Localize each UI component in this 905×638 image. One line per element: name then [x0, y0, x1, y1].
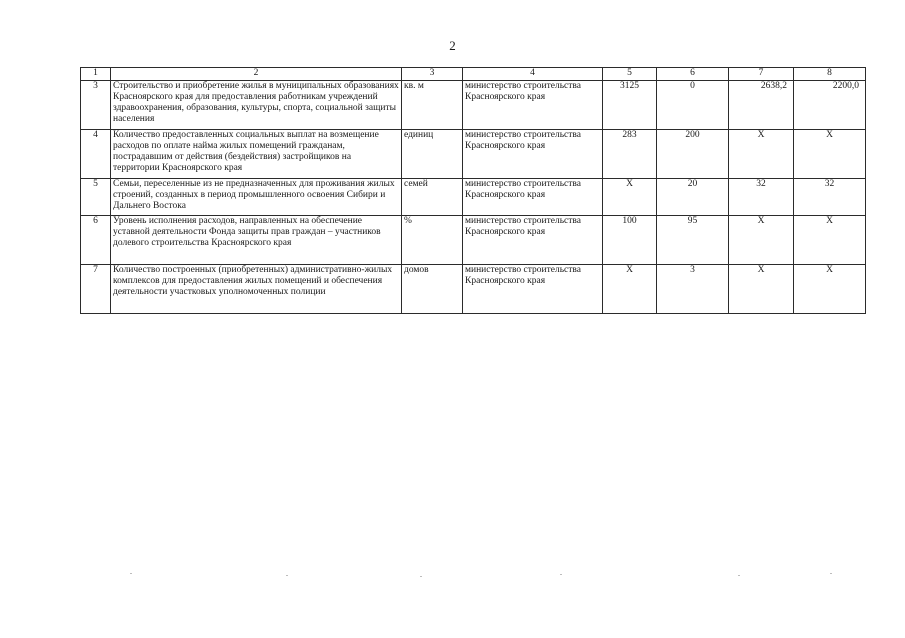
unit-of-measure: %	[402, 216, 463, 265]
indicator-name: Семьи, переселенные из не предназначенных для проживания жилых строений, созданных в период промышленного освоения Сибири и Дальнего Востока	[111, 179, 402, 216]
value-col-7: 32	[729, 179, 794, 216]
value-col-5: 100	[603, 216, 657, 265]
unit-of-measure: домов	[402, 265, 463, 314]
value-col-6: 20	[657, 179, 729, 216]
value-col-7: Х	[729, 265, 794, 314]
value-col-8: 32	[794, 179, 866, 216]
unit-of-measure: единиц	[402, 130, 463, 179]
header-cell-2: 2	[111, 68, 402, 81]
indicator-name: Количество построенных (приобретенных) административно-жилых комплексов для предоставления жилых помещений и обеспечения деятельности участковых уполномоченных полиции	[111, 265, 402, 314]
row-number: 5	[81, 179, 111, 216]
value-col-6: 0	[657, 81, 729, 130]
header-cell-1: 1	[81, 68, 111, 81]
row-number: 7	[81, 265, 111, 314]
table-row	[81, 216, 866, 265]
header-cell-6: 6	[657, 68, 729, 81]
unit-of-measure: кв. м	[402, 81, 463, 130]
scan-speck	[830, 573, 832, 574]
value-col-5: Х	[603, 265, 657, 314]
scan-speck	[560, 574, 562, 575]
scan-speck	[738, 575, 740, 576]
value-col-8: Х	[794, 130, 866, 179]
page-number: 2	[449, 38, 456, 53]
table-row	[81, 179, 866, 216]
indicators-table	[80, 67, 866, 314]
scan-speck	[130, 573, 132, 574]
value-col-7: 2638,2	[729, 81, 794, 130]
value-col-6: 200	[657, 130, 729, 179]
value-col-6: 95	[657, 216, 729, 265]
value-col-7: Х	[729, 130, 794, 179]
value-col-6: 3	[657, 265, 729, 314]
row-number: 4	[81, 130, 111, 179]
table-row	[81, 130, 866, 179]
table-row	[81, 81, 866, 130]
value-col-5: 3125	[603, 81, 657, 130]
responsible-organization: министерство строительства Красноярского края	[463, 265, 603, 314]
scan-speck	[420, 576, 422, 577]
value-col-8: Х	[794, 265, 866, 314]
value-col-7: Х	[729, 216, 794, 265]
value-col-5: 283	[603, 130, 657, 179]
responsible-organization: министерство строительства Красноярского края	[463, 130, 603, 179]
table-header-row	[81, 68, 866, 81]
value-col-5: Х	[603, 179, 657, 216]
indicator-name: Уровень исполнения расходов, направленных на обеспечение уставной деятельности Фонда защиты прав граждан – участников долевого строительства Красноярского края	[111, 216, 402, 265]
header-cell-5: 5	[603, 68, 657, 81]
responsible-organization: министерство строительства Красноярского края	[463, 216, 603, 265]
header-cell-4: 4	[463, 68, 603, 81]
table-row	[81, 265, 866, 314]
header-cell-8: 8	[794, 68, 866, 81]
value-col-8: 2200,0	[794, 81, 866, 130]
indicator-name: Количество предоставленных социальных выплат на возмещение расходов по оплате найма жилых помещений гражданам, пострадавшим от действия (бездействия) застройщиков на территории Красноярского края	[111, 130, 402, 179]
unit-of-measure: семей	[402, 179, 463, 216]
header-cell-7: 7	[729, 68, 794, 81]
value-col-8: Х	[794, 216, 866, 265]
responsible-organization: министерство строительства Красноярского края	[463, 179, 603, 216]
row-number: 6	[81, 216, 111, 265]
scan-speck	[286, 575, 288, 576]
row-number: 3	[81, 81, 111, 130]
header-cell-3: 3	[402, 68, 463, 81]
indicator-name: Строительство и приобретение жилья в муниципальных образованиях Красноярского края для предоставления работникам учреждений здравоохранения, образования, культуры, спорта, социальной защиты населения	[111, 81, 402, 130]
responsible-organization: министерство строительства Красноярского края	[463, 81, 603, 130]
